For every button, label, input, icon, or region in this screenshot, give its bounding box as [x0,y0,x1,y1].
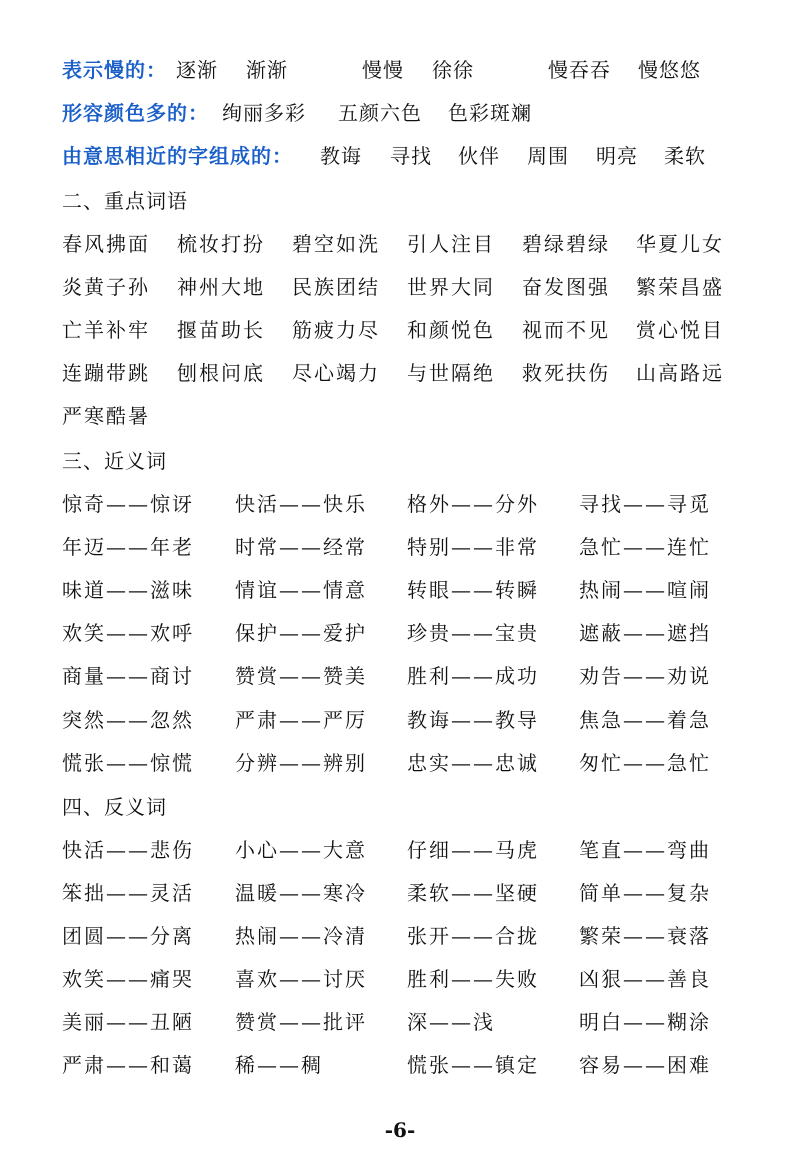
antonym-row [62,878,762,908]
antonym-item: 快活——悲伤 [62,838,194,862]
key-word-item: 揠苗助长 [177,318,265,342]
intro-word: 逐渐 [176,58,218,82]
intro-word: 徐徐 [432,58,474,82]
key-word-item: 赏心悦目 [636,318,724,342]
synonym-item: 忠实——忠诚 [407,751,539,775]
key-word-row [62,401,762,431]
synonym-item: 胜利——成功 [407,664,539,688]
key-word-item: 连蹦带跳 [62,361,150,385]
intro-word: 绚丽多彩 [222,101,306,125]
synonym-item: 快活——快乐 [235,492,367,516]
synonym-item: 情谊——情意 [235,578,367,602]
key-word-item: 和颜悦色 [407,318,495,342]
key-word-row [62,358,762,388]
key-word-row [62,229,762,259]
page-number: -6- [384,1118,416,1142]
key-word-item: 视而不见 [522,318,610,342]
section-heading-key-words: 二、重点词语 [62,189,188,213]
intro-word: 教诲 [320,144,362,168]
synonym-item: 格外——分外 [407,492,539,516]
synonym-item: 分辨——辨别 [235,751,367,775]
key-word-item: 繁荣昌盛 [636,275,724,299]
synonym-item: 年迈——年老 [62,535,194,559]
key-word-item: 亡羊补牢 [62,318,150,342]
synonym-row [62,489,762,519]
antonym-item: 欢笑——痛哭 [62,967,194,991]
synonym-item: 特别——非常 [407,535,539,559]
intro-word: 慢慢 [362,58,404,82]
intro-line [62,55,167,85]
key-word-item: 山高路远 [636,361,724,385]
key-word-item: 奋发图强 [522,275,610,299]
antonym-item: 凶狠——善良 [579,967,711,991]
synonym-item: 保护——爱护 [235,621,367,645]
antonym-item: 笔直——弯曲 [579,838,711,862]
synonym-row [62,532,762,562]
synonym-row [62,618,762,648]
antonym-item: 笨拙——灵活 [62,881,194,905]
antonym-row [62,835,762,865]
synonym-item: 味道——滋味 [62,578,194,602]
antonym-item: 热闹——冷清 [235,924,367,948]
synonym-row [62,748,762,778]
key-word-item: 筋疲力尽 [292,318,380,342]
intro-label: 由意思相近的字组成的： [62,144,293,168]
intro-word: 色彩斑斓 [448,101,532,125]
section-heading-antonyms: 四、反义词 [62,795,167,819]
key-word-item: 严寒酷暑 [62,404,150,428]
synonym-item: 时常——经常 [235,535,367,559]
antonym-item: 柔软——坚硬 [407,881,539,905]
synonym-item: 慌张——惊慌 [62,751,194,775]
antonym-item: 团圆——分离 [62,924,194,948]
synonym-item: 商量——商讨 [62,664,194,688]
intro-line [62,141,293,171]
synonym-item: 转眼——转瞬 [407,578,539,602]
antonym-item: 容易——困难 [579,1053,711,1077]
key-word-item: 世界大同 [407,275,495,299]
intro-word: 五颜六色 [338,101,422,125]
antonym-row [62,1007,762,1037]
antonym-row [62,964,762,994]
synonym-item: 匆忙——急忙 [579,751,711,775]
synonym-item: 惊奇——惊讶 [62,492,194,516]
intro-word: 周围 [527,144,569,168]
antonym-item: 严肃——和蔼 [62,1053,194,1077]
antonym-item: 胜利——失败 [407,967,539,991]
section-heading-synonyms: 三、近义词 [62,449,167,473]
key-word-item: 华夏儿女 [636,232,724,256]
key-word-item: 碧空如洗 [292,232,380,256]
synonym-item: 赞赏——赞美 [235,664,367,688]
key-word-item: 民族团结 [292,275,380,299]
synonym-item: 突然——忽然 [62,708,194,732]
intro-word: 寻找 [390,144,432,168]
synonym-item: 焦急——着急 [579,708,711,732]
synonym-item: 劝告——劝说 [579,664,711,688]
synonym-item: 严肃——严厉 [235,708,367,732]
intro-word: 伙伴 [458,144,500,168]
key-word-item: 炎黄子孙 [62,275,150,299]
intro-label: 表示慢的： [62,58,167,82]
intro-word: 渐渐 [246,58,288,82]
key-word-row [62,272,762,302]
antonym-item: 仔细——马虎 [407,838,539,862]
synonym-row [62,575,762,605]
synonym-item: 珍贵——宝贵 [407,621,539,645]
antonym-row [62,1050,762,1080]
antonym-item: 深——浅 [407,1010,495,1034]
antonym-item: 赞赏——批评 [235,1010,367,1034]
key-word-item: 引人注目 [407,232,495,256]
synonym-row [62,661,762,691]
synonym-item: 寻找——寻觅 [579,492,711,516]
antonym-item: 美丽——丑陋 [62,1010,194,1034]
antonym-item: 简单——复杂 [579,881,711,905]
antonym-item: 明白——糊涂 [579,1010,711,1034]
antonym-row [62,921,762,951]
intro-label: 形容颜色多的： [62,101,209,125]
key-word-item: 神州大地 [177,275,265,299]
synonym-item: 急忙——连忙 [579,535,711,559]
synonym-item: 热闹——喧闹 [579,578,711,602]
synonym-item: 遮蔽——遮挡 [579,621,711,645]
key-word-item: 与世隔绝 [407,361,495,385]
antonym-item: 稀——稠 [235,1053,323,1077]
intro-word: 慢吞吞 [548,58,611,82]
antonym-item: 喜欢——讨厌 [235,967,367,991]
intro-word: 明亮 [596,144,638,168]
synonym-row [62,705,762,735]
antonym-item: 繁荣——衰落 [579,924,711,948]
key-word-item: 碧绿碧绿 [522,232,610,256]
antonym-item: 小心——大意 [235,838,367,862]
intro-word: 慢悠悠 [638,58,701,82]
intro-line [62,98,209,128]
key-word-item: 梳妆打扮 [177,232,265,256]
antonym-item: 张开——合拢 [407,924,539,948]
key-word-item: 春风拂面 [62,232,150,256]
antonym-item: 温暖——寒冷 [235,881,367,905]
synonym-item: 欢笑——欢呼 [62,621,194,645]
antonym-item: 慌张——镇定 [407,1053,539,1077]
key-word-item: 救死扶伤 [522,361,610,385]
key-word-item: 刨根问底 [177,361,265,385]
synonym-item: 教诲——教导 [407,708,539,732]
intro-word: 柔软 [664,144,706,168]
key-word-row [62,315,762,345]
key-word-item: 尽心竭力 [292,361,380,385]
